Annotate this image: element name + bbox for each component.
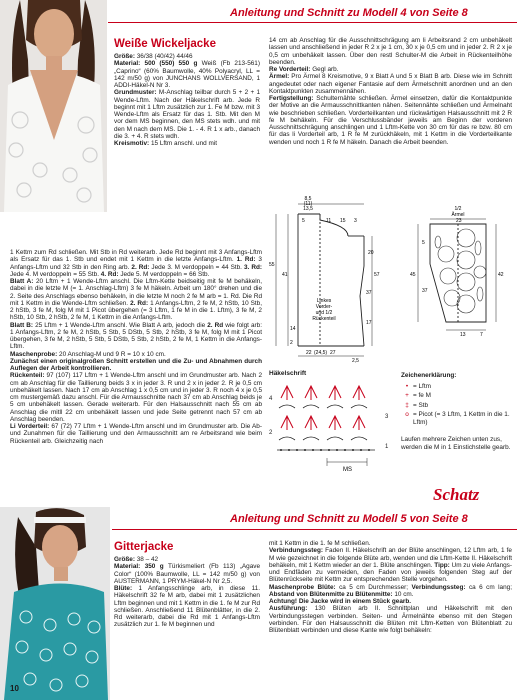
dim-label: 57 [374,272,380,278]
legend-item [401,392,513,400]
legend-note: Laufen mehrere Zeichen unten zus, werden die M in 1 Einstichstelle gearb. [401,436,511,451]
legend-symbol: + [405,392,409,399]
dim-label: 2,5 [352,358,359,364]
paragraph: Größe: 36/38 (40/42) 44/46 [114,53,193,60]
instructions-column [269,37,512,195]
paragraph: Zunächst einen originalgroßen Schnitt erstellen und die Zu- und Abnahmen durch Auflegen der Arbeit kontrollieren. [10,357,262,372]
dim-label: 13,5 [303,206,313,212]
dim-label: 11 [326,218,332,224]
dim-label: 55 [269,262,275,268]
paragraph: Re Vorderteil: Gegl arb. [269,66,339,73]
brand-logo: Schatz [433,485,480,504]
paragraph: Größe: 38 – 42 [114,556,159,563]
dim-label: 13 [460,332,466,338]
paragraph: Blatt B: 25 Lftm + 1 Wende-Lftm anschl. Wie Blatt A arb, jedoch die 2. Rd wie folgt arb: 1 Anfangs-Lftm, 2 fe M, 2 hStb, 5 Stb, 5 DStb, 5 Stb, 2 hStb, 3 fe M, folg M mit 1 Picot übergehen, 3 fe M, 2 hStb, 5 Stb, 5 DStb, 5 Stb, 2 hStb, 2 fe M, 1 Kettm in die Anfangs-Lftm. [10,321,262,351]
legend-symbol: ‡ [405,401,409,409]
paragraph: Ausführung: 130 Blüten arb II. Schnittplan und Häkelschrift mit den Verbindungsstegen verbinden. Seiten- und Ärmelnähte ebenso mit den Stegen verbinden. Für den Halsausschnitt die Blüten mit Lftm-Ketten von Blütenblatt zu Blütenblatt verbinden und diese Kante wie folgt behäkeln: [269,605,512,634]
legend [401,372,513,451]
paragraph: Ärmel: Pro Ärmel 8 Kreismotive, 9 x Blatt A und 5 x Blatt B arb. Diese wie im Schnitt angedeutet oder nach eigener Fantasie auf dem Ärmelschnitt anordnen und an den Kontaktpunkten zusammennähen. [269,73,512,95]
row-number: 3 [385,414,389,420]
legend-text: = Lftm [413,382,431,390]
paragraph: 14 cm ab Anschlag für die Ausschnittschrägung am li Arbeitsrand 2 cm unbehäkelt lassen und anschließend in jeder R 2 x je 1 cm, 30 x je 0,5 cm und in jeder 2. R 2 x je 0,5 cm unbehäkelt lassen. Über den restl Schulter-M die Arbeit in Rückenteilhöhe beenden. [269,37,512,66]
legend-symbol: • [405,382,409,390]
page-number: 10 [10,684,19,693]
paragraph: Fertigstellung: Schulternähte schließen. Ärmel einsetzen, dafür die Kontaktpunkte der Motive an die Armausschnittkanten nähen. Seitennähte schließen und Ärmelnaht wie beschrieben schließen. Vorderteilkanten und rückwärtigen Halsausschnitt mit 2 R fe M behäkeln. Für die Verschlussbänder jeweils am Beginn der vorderen Ausschnittschrägung anschlingen und 1 Lftm-Kette von 30 cm für das re bzw. 80 cm für das li Vorderteil arb, 1 R fe M zurückhäkeln, mit 1 Kettm in die Vorderteilkante wenden und noch 1 R fe M häkeln. Danach die Arbeit beenden. [269,95,512,146]
section-header: Anleitung und Schnitt zu Modell 5 von Seite 8 [230,513,468,525]
legend-item [401,411,513,426]
paragraph: Material: 500 (550) 550 g Weiß (Fb 213-561) „Caprino“ (60% Baumwolle, 40% Polyacryl, LL = 142 m/50 g) von JUNCHANS WOLLVERSAND, 1 ADDI-Häkel-N Nr 3. [114,60,260,89]
ms-label: MS [343,467,352,473]
paragraph: mit 1 Kettm in die 1. fe M schließen. [269,540,371,547]
dim-label: 14 [290,326,296,332]
paragraph: Rückenteil: 97 (107) 117 Lftm + 1 Wende-Lftm anschl und im Grundmuster arb. Nach 2 cm ab Anschlag für die Taillierung beids 3 x in jeder 3. R und 2 x in jeder 2. R je 0,5 cm unbehäkelt lassen. Nach 17 cm ab Anschlag 1 x 0,5 cm und in jeder 3. R noch 4 x je 0,5 cm mustergemäß dazu anschl. Für die Armausschnitte nach 37 cm ab Anschlag beids je 5 cm unbehäkelt lassen. Gerade weiterarb. Für den Halsausschnitt nach 55 cm ab Anschlag die mitll 22 cm unbehäkelt lassen und jede Seite getrennt nach 57 cm ab Anschlag beenden. [10,372,262,423]
dim-label: 20 [368,250,374,256]
chart-title: Häkelschrift [269,370,307,377]
dim-label: 2 [290,340,293,346]
row-number: 4 [269,396,273,402]
legend-item [401,383,513,391]
instructions-column [269,540,512,695]
paragraph: Kreismotiv: 15 Lftm anschl. und mit [114,140,218,147]
row-number: 1 [385,444,389,450]
piece-label: und 1/2 [315,310,333,316]
paragraph: Maschenprobe Blüte: ca 5 cm Durchmesser; Verbindungssteg: ca 6 cm lang; Abstand von Blütenmitte zu Blütenmitte: 10 cm. [269,583,512,598]
legend-text: = Stb [413,401,429,409]
instructions-column [114,556,260,690]
legend-text: = fe M [413,392,431,399]
dim-label: 15 [340,218,346,224]
paragraph: 1 Kettm zum Rd schließen. Mit Stb in Rd weiterarb. Jede Rd beginnt mit 3 Anfangs-Lftm als Ersatz für das 1. Stb und endet mit 1 Kettm in die letzte Anfangs-Lftm. 1. Rd: 3 Anfangs-Lftm und 32 Stb in den Ring arb. 2. Rd: Jede 3. M verdoppeln = 44 Stb. 3. Rd: Jede 4. M verdoppeln = 55 Stb. 4. Rd: Jede 5. M verdoppeln = 66 Stb. [10,249,262,278]
dim-label: 37 [422,288,428,294]
model-photo-white-jacket [0,0,107,212]
dim-label: 5 [422,240,425,246]
legend-title: Zeichenerklärung: [401,372,457,379]
dim-label: 37 [366,290,372,296]
section-title: Weiße Wickeljacke [114,38,216,50]
dim-label: 7 [480,332,483,338]
dim-label: 17 [366,320,372,326]
paragraph: Maschenprobe: 20 Anschlag-M und 9 R = 10 x 10 cm. [10,350,166,358]
dim-label: 41 [282,272,288,278]
legend-item [401,402,513,410]
dim-label: 5 [302,218,305,224]
piece-label: Vorder- [315,304,333,310]
piece-label: Linkes [316,298,332,304]
instructions-column [10,249,262,481]
instructions-column [114,53,260,249]
row-number: 2 [269,430,273,436]
piece-label: Rückenteil [312,316,336,322]
dim-label: 45 [410,272,416,278]
paragraph: Material: 350 g Türkismeliert (Fb 113) „Agave Color“ (100% Baumwolle, LL = 142 m/50 g) von AUSTERMANN, 1 PRYM-Häkel-N Nr 2,5. [114,563,260,585]
section-header: Anleitung und Schnitt zu Modell 4 von Seite 8 [230,7,468,19]
dim-label: 8,5 [304,196,312,202]
dim-label: 22 [306,350,312,356]
paragraph: Li Vorderteil: 67 (72) 77 Lftm + 1 Wende-Lftm anschl und im Grundmuster arb. Die Ab- und Zunahmen für die Taillierung und den Armausschnitt am re Arbeitsrand wie beim Rückenteil arb. Gleichzeitig nach [10,423,262,445]
dim-label: 42 [498,272,504,278]
legend-text: = Picot (= 3 Lftm, 1 Kettm in die 1. Lftm) [413,411,510,426]
dim-label: (24,5) [314,350,328,356]
paragraph: Blüte: 1 Anfangsschlinge arb, in diese 11. Häkelschrift 32 fe M arb, dabei mit 1 zusätzlichen Lftm beginnen und mit 1 Kettm in die 1. fe M zur Rd schließen. Anschließend 11 Blütenblätter, in die 2. Rd weiterarb, dabei die Rd mit 1 Anfangs-Lftm zusätzlich zur 1. fe M beginnen und [114,585,260,629]
paragraph: Grundmuster: M-Anschlag teilbar durch 5 + 2 + 1 Wende-Lftm. Nach der Häkelschrift arb. Jede R beginnt mit 1 Lftm zusätzlich zur 1. Fe M bzw. mit 3 Wende-Lftm als Ersatz für das 1. Stb. Mit den M vor dem MS beginnen, den MS stets wdh. und mit den M nach dem MS. Die 1. - 4. R 1 x arb., danach die 3. + 4. R stets wdh. [114,89,260,140]
legend-symbol: o [405,411,409,418]
dim-label: 27 [330,350,336,356]
paragraph: Blatt A: 20 Lftm + 1 Wende-Lftm anschl. Die Lftm-Kette beidseitig mit fe M behäkeln, dabei in die letzte M (= 1. Anschlag-Lftm) 3 fe M häkeln. Arbeit um 180° drehen und die 2. Seite des Anschlags ebenso behäkeln, in die letzte M noch 2 fe M arb = 1. Rd. Die Rd mit 1 Kettm in die Wende-Lftm schließen. 2. Rd: 1 Anfangs-Lftm, 2 fe M, 2 hStb, 10 Stb, 2 hStb, 3 fe M, folg M mit 1 Picot übergehen (= 3 Lftm, 1 fe M in die 1. Lftm), 3 fe M, 2 hStb, 10 Stb, 2 hStb, 2 fe M, 1 Kettm in die Anfangs-Lftm. [10,278,262,322]
pattern-diagram-sleeve [398,204,512,338]
crochet-chart [267,378,397,473]
paragraph: Achtung! Die Jacke wird in einem Stück gearb. [269,598,412,605]
sleeve-title: Ärmel [451,212,465,218]
paragraph: Verbindungssteg: Faden II. Häkelschrift an der Blüte anschlingen, 12 Lftm arb, 1 fe M wie gezeichnet in die folgende Blüte arb, wenden und die Lftm-Kette II. Häkelschrift behäkeln, mit 1 Kettm wieder an der 1. Blüte anschlingen. Tipp: Um zu viele Anfangs- und Endfäden zu vermeiden, den Faden von jeweils folgenden Steg auf der Blütenrückseite mit Kettm zur entsprechenden Stelle vorgehen. [269,547,512,584]
dim-label: (11) [303,201,313,207]
section-title: Gitterjacke [114,541,174,553]
sleeve-title: 1/2 [454,206,462,212]
dim-label: 3 [354,218,357,224]
pattern-diagram-body [268,196,396,366]
dim-label: 23 [456,218,462,224]
model-photo-mesh-jacket [0,507,110,700]
